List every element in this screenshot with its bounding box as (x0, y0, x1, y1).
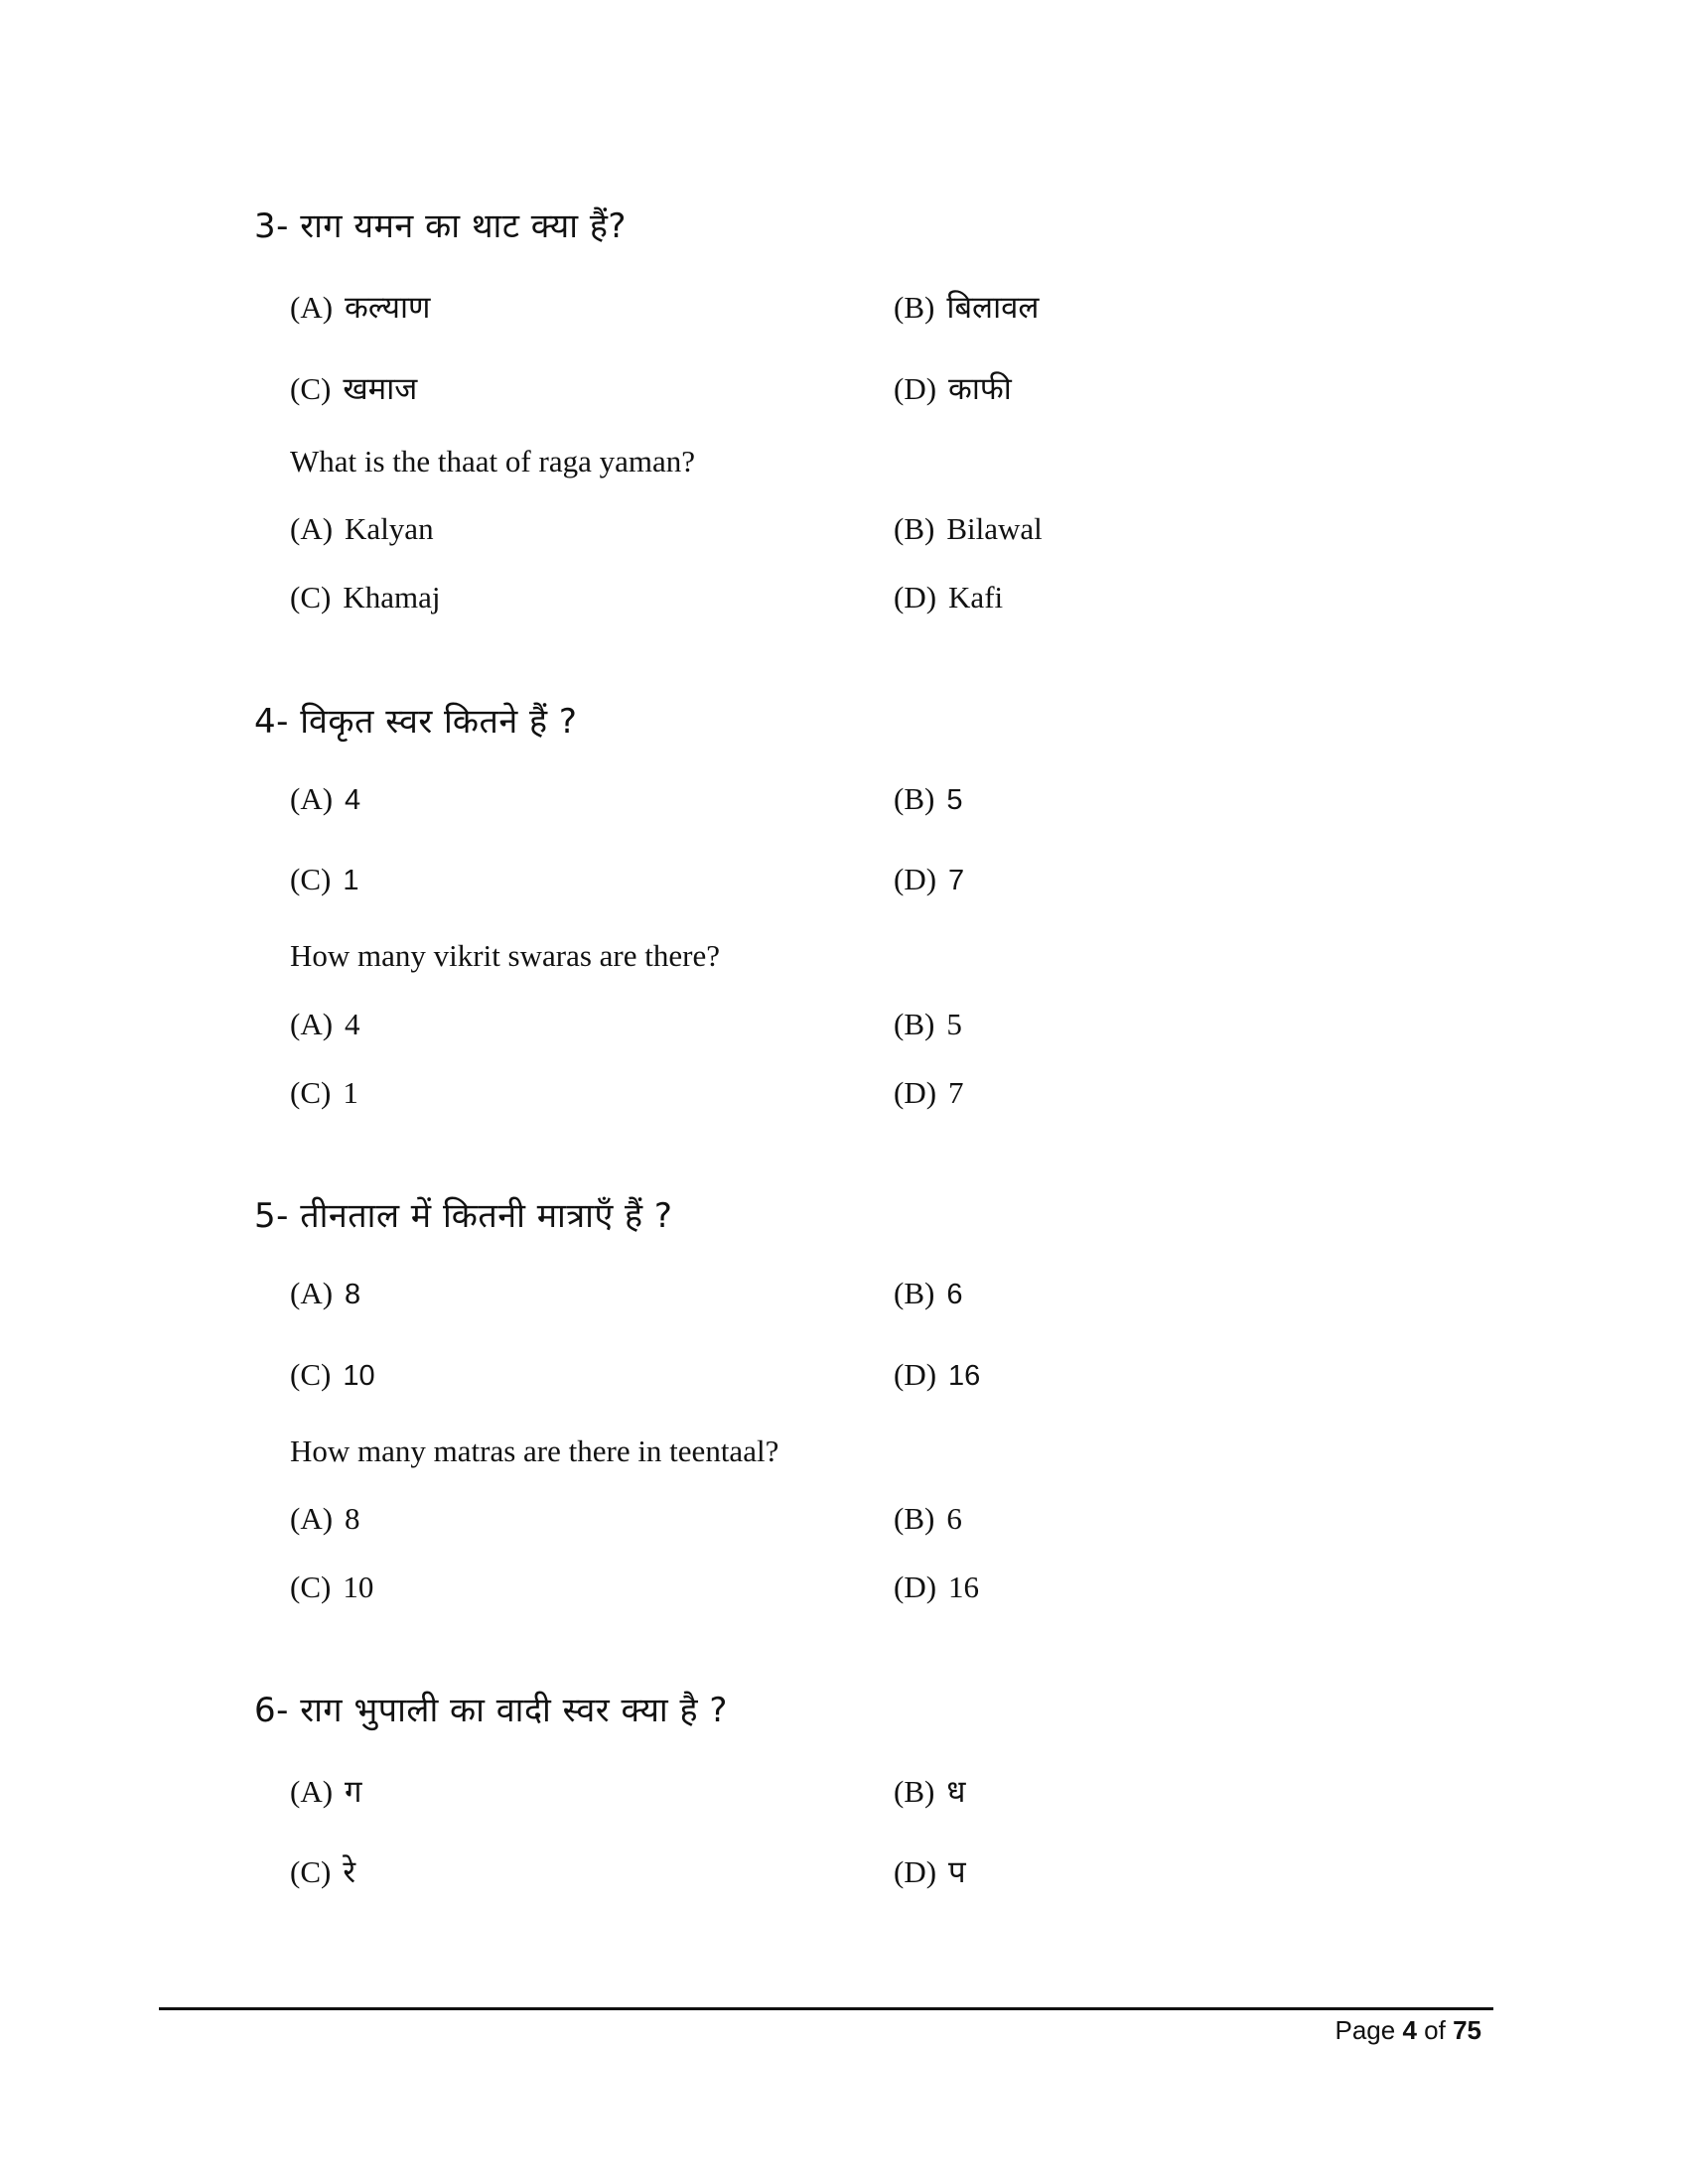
question-5-hindi-option-a (290, 1276, 360, 1311)
page-word: Page (1335, 2015, 1396, 2045)
option-letter: (C) (290, 1075, 332, 1110)
question-4-hindi-option-a (290, 781, 360, 817)
question-5-english: How many matras are there in teentaal? (290, 1433, 779, 1468)
option-letter: (B) (894, 1007, 935, 1041)
option-text: 16 (948, 1570, 980, 1604)
question-6-hindi-option-c (290, 1850, 355, 1892)
question-5-english-option-a (290, 1501, 360, 1537)
option-letter: (A) (290, 511, 334, 546)
option-letter: (C) (290, 862, 332, 896)
question-6-hindi-option-d (894, 1850, 966, 1892)
of-word: of (1424, 2015, 1446, 2045)
option-letter: (A) (290, 290, 334, 325)
option-text: रे (343, 1854, 356, 1890)
question-3-english: What is the thaat of raga yaman? (290, 444, 695, 478)
option-letter: (C) (290, 1570, 332, 1604)
question-5-english-option-d (894, 1570, 979, 1605)
option-text: ध (946, 1774, 966, 1810)
option-text: 10 (343, 1570, 374, 1604)
option-text: Kalyan (345, 511, 434, 546)
question-5-english-option-b (894, 1501, 962, 1537)
option-text: प (948, 1854, 966, 1890)
question-3-hindi-option-b (894, 286, 1039, 328)
option-letter: (B) (894, 1501, 935, 1536)
question-3-hindi-option-c (290, 367, 417, 409)
option-letter: (D) (894, 580, 937, 614)
option-text: 10 (343, 1360, 375, 1392)
option-text: बिलावल (946, 290, 1040, 326)
option-text: 16 (948, 1360, 981, 1392)
page-total: 75 (1453, 2015, 1481, 2045)
option-text: 6 (946, 1501, 962, 1536)
option-text: 8 (345, 1501, 360, 1536)
question-5-hindi: 5- तीनताल में कितनी मात्राएँ हैं ? (254, 1196, 673, 1236)
option-letter: (A) (290, 1007, 334, 1041)
question-5-hindi-option-c (290, 1357, 375, 1393)
option-text: Kafi (948, 580, 1004, 614)
question-4-english-option-d (894, 1075, 964, 1111)
option-letter: (D) (894, 1854, 937, 1889)
option-letter: (B) (894, 290, 935, 325)
option-letter: (D) (894, 1570, 937, 1604)
question-3-hindi-option-a (290, 286, 430, 328)
option-text: 1 (343, 1075, 358, 1110)
option-letter: (C) (290, 1854, 332, 1889)
question-5-hindi-option-d (894, 1357, 980, 1393)
option-letter: (B) (894, 781, 935, 816)
option-text: 4 (345, 784, 361, 816)
option-letter: (D) (894, 1075, 937, 1110)
option-letter: (B) (894, 1276, 935, 1310)
option-text: खमाज (343, 371, 418, 407)
option-letter: (A) (290, 1501, 334, 1536)
question-4-english-option-a (290, 1007, 360, 1042)
option-letter: (A) (290, 781, 334, 816)
question-4-hindi: 4- विकृत स्वर कितने हैं ? (254, 702, 578, 742)
option-text: 7 (948, 1075, 964, 1110)
option-letter: (C) (290, 580, 332, 614)
option-text: 1 (343, 865, 359, 896)
option-letter: (A) (290, 1774, 334, 1809)
question-3-english-option-a (290, 511, 434, 547)
page-current: 4 (1402, 2015, 1417, 2045)
question-5-hindi-option-b (894, 1276, 962, 1311)
page-number (1335, 2015, 1481, 2046)
question-3-english-option-c (290, 580, 440, 615)
question-6-hindi-option-a (290, 1770, 362, 1812)
question-4-english: How many vikrit swaras are there? (290, 938, 720, 973)
option-text: 7 (948, 865, 965, 896)
question-5-english-option-c (290, 1570, 373, 1605)
question-6-hindi: 6- राग भुपाली का वादी स्वर क्या है ? (254, 1691, 728, 1730)
option-letter: (C) (290, 371, 332, 406)
question-4-english-option-c (290, 1075, 358, 1111)
option-text: 5 (946, 1007, 962, 1041)
option-text: Khamaj (343, 580, 441, 614)
question-3-hindi-option-d (894, 367, 1012, 409)
question-4-hindi-option-b (894, 781, 962, 817)
option-text: 5 (946, 784, 963, 816)
question-4-hindi-option-c (290, 862, 358, 897)
question-3-hindi: 3- राग यमन का थाट क्या हैं? (254, 206, 627, 246)
option-letter: (B) (894, 511, 935, 546)
question-6-hindi-option-b (894, 1770, 965, 1812)
question-4-english-option-b (894, 1007, 962, 1042)
option-text: 6 (946, 1279, 963, 1310)
option-text: कल्याण (345, 290, 431, 326)
question-3-english-option-d (894, 580, 1003, 615)
question-3-english-option-b (894, 511, 1043, 547)
footer-divider (159, 2007, 1493, 2010)
option-letter: (B) (894, 1774, 935, 1809)
option-text: काफी (948, 371, 1012, 407)
option-text: 8 (345, 1279, 361, 1310)
question-4-hindi-option-d (894, 862, 964, 897)
option-text: 4 (345, 1007, 360, 1041)
option-letter: (C) (290, 1357, 332, 1392)
option-letter: (A) (290, 1276, 334, 1310)
option-text: ग (345, 1774, 362, 1810)
option-letter: (D) (894, 371, 937, 406)
option-letter: (D) (894, 862, 937, 896)
option-text: Bilawal (946, 511, 1043, 546)
option-letter: (D) (894, 1357, 937, 1392)
